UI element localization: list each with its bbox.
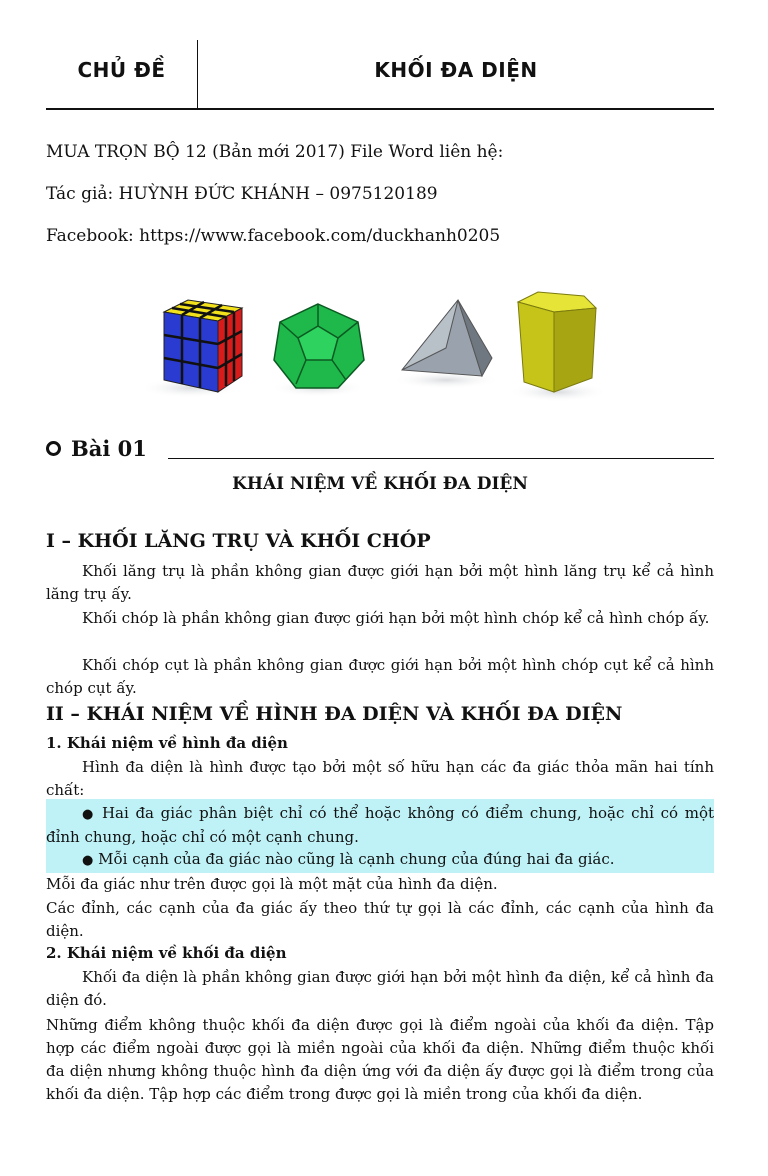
bullet-icon: ●	[82, 853, 94, 868]
purchase-info: MUA TRỌN BỘ 12 (Bản mới 2017) File Word liên hệ:	[46, 142, 504, 162]
section-2-paragraph-1: Hình đa diện là hình được tạo bởi một số hữu hạn các đa giác thỏa mãn hai tính chất:	[46, 758, 714, 799]
section-1-paragraph-1: Khối lăng trụ là phần không gian được giới hạn bởi một hình lăng trụ kể cả hình lăng trụ ấy.	[46, 562, 714, 603]
lesson-title: KHÁI NIỆM VỀ KHỐI ĐA DIỆN	[232, 474, 528, 494]
author-info: Tác giả: HUỲNH ĐỨC KHÁNH – 0975120189	[46, 184, 438, 204]
topic-title: KHỐI ĐA DIỆN	[374, 58, 538, 82]
property-text-1: Hai đa giác phân biệt chỉ có thể hoặc không có điểm chung, hoặc chỉ có một đỉnh chung, hoặc chỉ có một cạnh chung.	[46, 804, 715, 846]
section-2-paragraph-2: Mỗi đa giác như trên được gọi là một mặt của hình đa diện.	[46, 875, 498, 893]
lesson-rule	[168, 458, 714, 459]
polyhedra-illustration	[146, 280, 616, 420]
section-1-paragraph-2: Khối chóp là phần không gian được giới hạn bởi một hình chóp kể cả hình chóp ấy.	[82, 609, 710, 627]
dodecahedron-icon	[270, 304, 366, 397]
rubik-cube-icon	[146, 300, 243, 398]
property-text-2: Mỗi cạnh của đa giác nào cũng là cạnh chung của đúng hai đa giác.	[98, 850, 615, 868]
section-2-paragraph-4: Khối đa diện là phần không gian được giới hạn bởi một hình đa diện, kể cả hình đa diện đó.	[46, 968, 714, 1009]
topic-label: CHỦ ĐỀ	[77, 58, 166, 82]
section-2-heading: II – KHÁI NIỆM VỀ HÌNH ĐA DIỆN VÀ KHỐI ĐA DIỆN	[46, 703, 623, 725]
section-1-heading: I – KHỐI LĂNG TRỤ VÀ KHỐI CHÓP	[46, 530, 431, 552]
section-1-paragraph-3: Khối chóp cụt là phần không gian được giới hạn bởi một hình chóp cụt kể cả hình chóp cụt ấy.	[46, 656, 714, 697]
subsection-2-heading: 2. Khái niệm về khối đa diện	[46, 944, 287, 962]
header-rule	[46, 108, 714, 110]
facebook-info: Facebook: https://www.facebook.com/duckhanh0205	[46, 226, 501, 246]
pentagonal-prism-icon	[508, 292, 608, 402]
section-2-paragraph-3: Các đỉnh, các cạnh của đa giác ấy theo thứ tự gọi là các đỉnh, các cạnh của hình đa diện.	[46, 899, 714, 940]
page-header	[46, 40, 714, 110]
property-bullet-1	[46, 802, 714, 849]
lesson-heading	[46, 436, 147, 461]
section-2-paragraph-5: Những điểm không thuộc khối đa diện được gọi là điểm ngoài của khối đa diện. Tập hợp các điểm ngoài được gọi là miền ngoài của khối đa diện. Những điểm thuộc khối đa diện nhưng không thuộc hình đa diện ứng với đa diện ấy được gọi là điểm trong của khối đa diện. Tập hợp các điểm trong được gọi là miền trong của khối đa diện.	[46, 1016, 714, 1103]
subsection-1-heading: 1. Khái niệm về hình đa diện	[46, 734, 288, 752]
circle-icon	[46, 441, 61, 456]
property-bullet-2	[46, 848, 714, 872]
lesson-label: Bài 01	[71, 436, 147, 461]
tetrahedron-icon	[391, 300, 501, 389]
bullet-icon: ●	[82, 807, 96, 822]
